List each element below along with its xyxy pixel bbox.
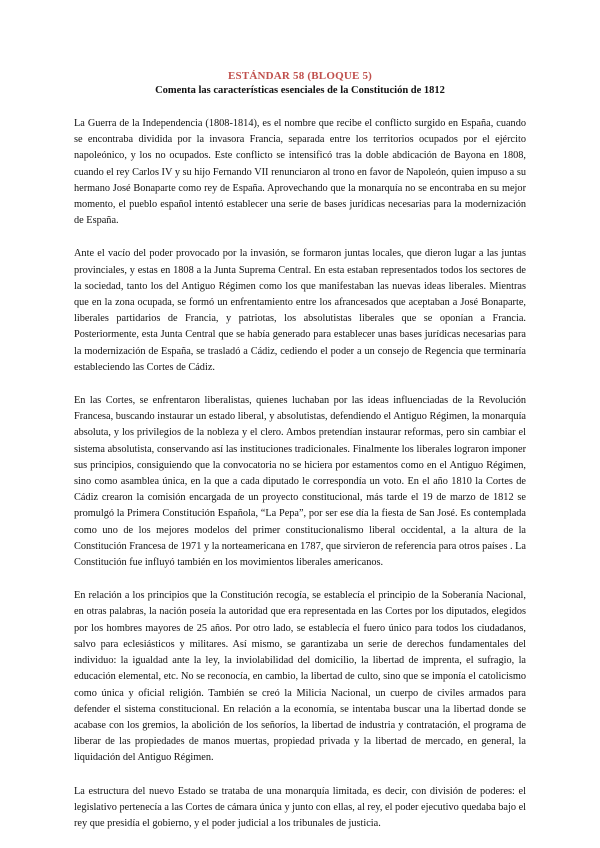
paragraph-2: Ante el vacío del poder provocado por la invasión, se formaron juntas locales, que dieron lugar a las juntas provinciales, y estas en 1808 a la Junta Suprema Central. En esta estaban representados todos los sectores de la sociedad, tanto los del Antiguo Régimen como los que manifestaban las nuevas ideas liberales. Mientras que en la zona ocupada, se formó un enfrentamiento entre los afrancesados que aceptaban a José Bonaparte, liberales partidarios de Francia, y patriotas, los absolutistas liberales que se oponían a Francia. Posteriormente, esta Junta Central que se había generado para establecer unas bases jurídicas necesarias para la modernización de España, se trasladó a Cádiz, cediendo el poder a un consejo de Regencia que terminaría estableciendo las Cortes de Cádiz.: [74, 248, 526, 373]
paragraph-3: En las Cortes, se enfrentaron liberalistas, quienes luchaban por las ideas influenciadas de la Revolución Francesa, buscando instaurar un estado liberal, y absolutistas, defendiendo el Antiguo Régimen, la monarquía absoluta, y los privilegios de la nobleza y el clero. Ambos pretendían instaurar reformas, pero sin cambiar el sistema absolutista, conservando así las instituciones tradicionales. Finalmente los liberales lograron imponer sus principios, consiguiendo que la convocatoria no se hiciera por estamentos como en el Antiguo Régimen, sino como asamblea única, en la que a cada diputado le correspondía un voto. En el año 1810 la Cortes de Cádiz crearon la comisión encargada de un proyecto constitucional, más tarde el 19 de marzo de 1812 se promulgó la Primera Constitución Española, “La Pepa”, por ser ese día la fiesta de San José. Es contemplada como uno de los mejores modelos del primer constitucionalismo liberal occidental, a la altura de la Constitución Francesa de 1971 y la norteamericana en 1787, que sirvieron de referencia para otros países . La Constitución fue influyó también en los movimientos liberales americanos.: [74, 395, 526, 569]
paragraph-5: La estructura del nuevo Estado se trataba de una monarquía limitada, es decir, con división de poderes: el legislativo pertenecía a las Cortes de cámara única y junto con ellas, al rey, el poder ejecutivo quedaba bajo el rey que presidía el gobierno, y el poder judicial a los tribunales de justicia.: [74, 785, 526, 829]
paragraph-4: En relación a los principios que la Constitución recogía, se establecía el principio de la Soberanía Nacional, en otras palabras, la nación poseía la autoridad que era representada en las Cortes por los diputados, elegidos por los hombres mayores de 25 años. Por otro lado, se establecía el fuero único para todos los ciudadanos, salvo para eclesiásticos y militares. Así mismo, se garantizaba un serie de derechos fundamentales del individuo: la igualdad ante la ley, la inviolabilidad del domicilio, la libertad de imprenta, el sufragio, la educación elemental, etc. No se reconocía, en cambio, la libertad de culto, sino que se imponía el catolicismo como única y oficial religión. También se creó la Milicia Nacional, un cuerpo de civiles armados para defender el sistema constitucional. En relación a la economía, se intentaba buscar una la libertad donde se acabase con los gremios, la abolición de los señoríos, la libertad de industria y contratación, el programa de liberar de las propiedades de manos muertas, propiedad privada y la libertad de mercado, en general, la liquidación del Antiguo Régimen.: [74, 590, 526, 764]
page-title: ESTÁNDAR 58 (BLOQUE 5): [227, 70, 373, 82]
page-subtitle: Comenta las características esenciales de la Constitución de 1812: [155, 85, 445, 96]
paragraph-1: La Guerra de la Independencia (1808-1814), es el nombre que recibe el conflicto surgido en España, cuando se encontraba dividida por la invasora Francia, separada entre los territorios ocupados por el ejército napoleónico, y los no ocupados. Este conflicto se intensificó tras la doble abdicación de Bayona en 1808, cuando el rey Carlos IV y su hijo Fernando VII renunciaron al trono en favor de Napoleón, quien impuso a su hermano José Bonaparte como rey de España. Aprovechando que la monarquía no se encontraba en su mejor momento, el pueblo español intentó establecer una serie de bases jurídicas necesarias para la modernización de España.: [74, 118, 526, 227]
